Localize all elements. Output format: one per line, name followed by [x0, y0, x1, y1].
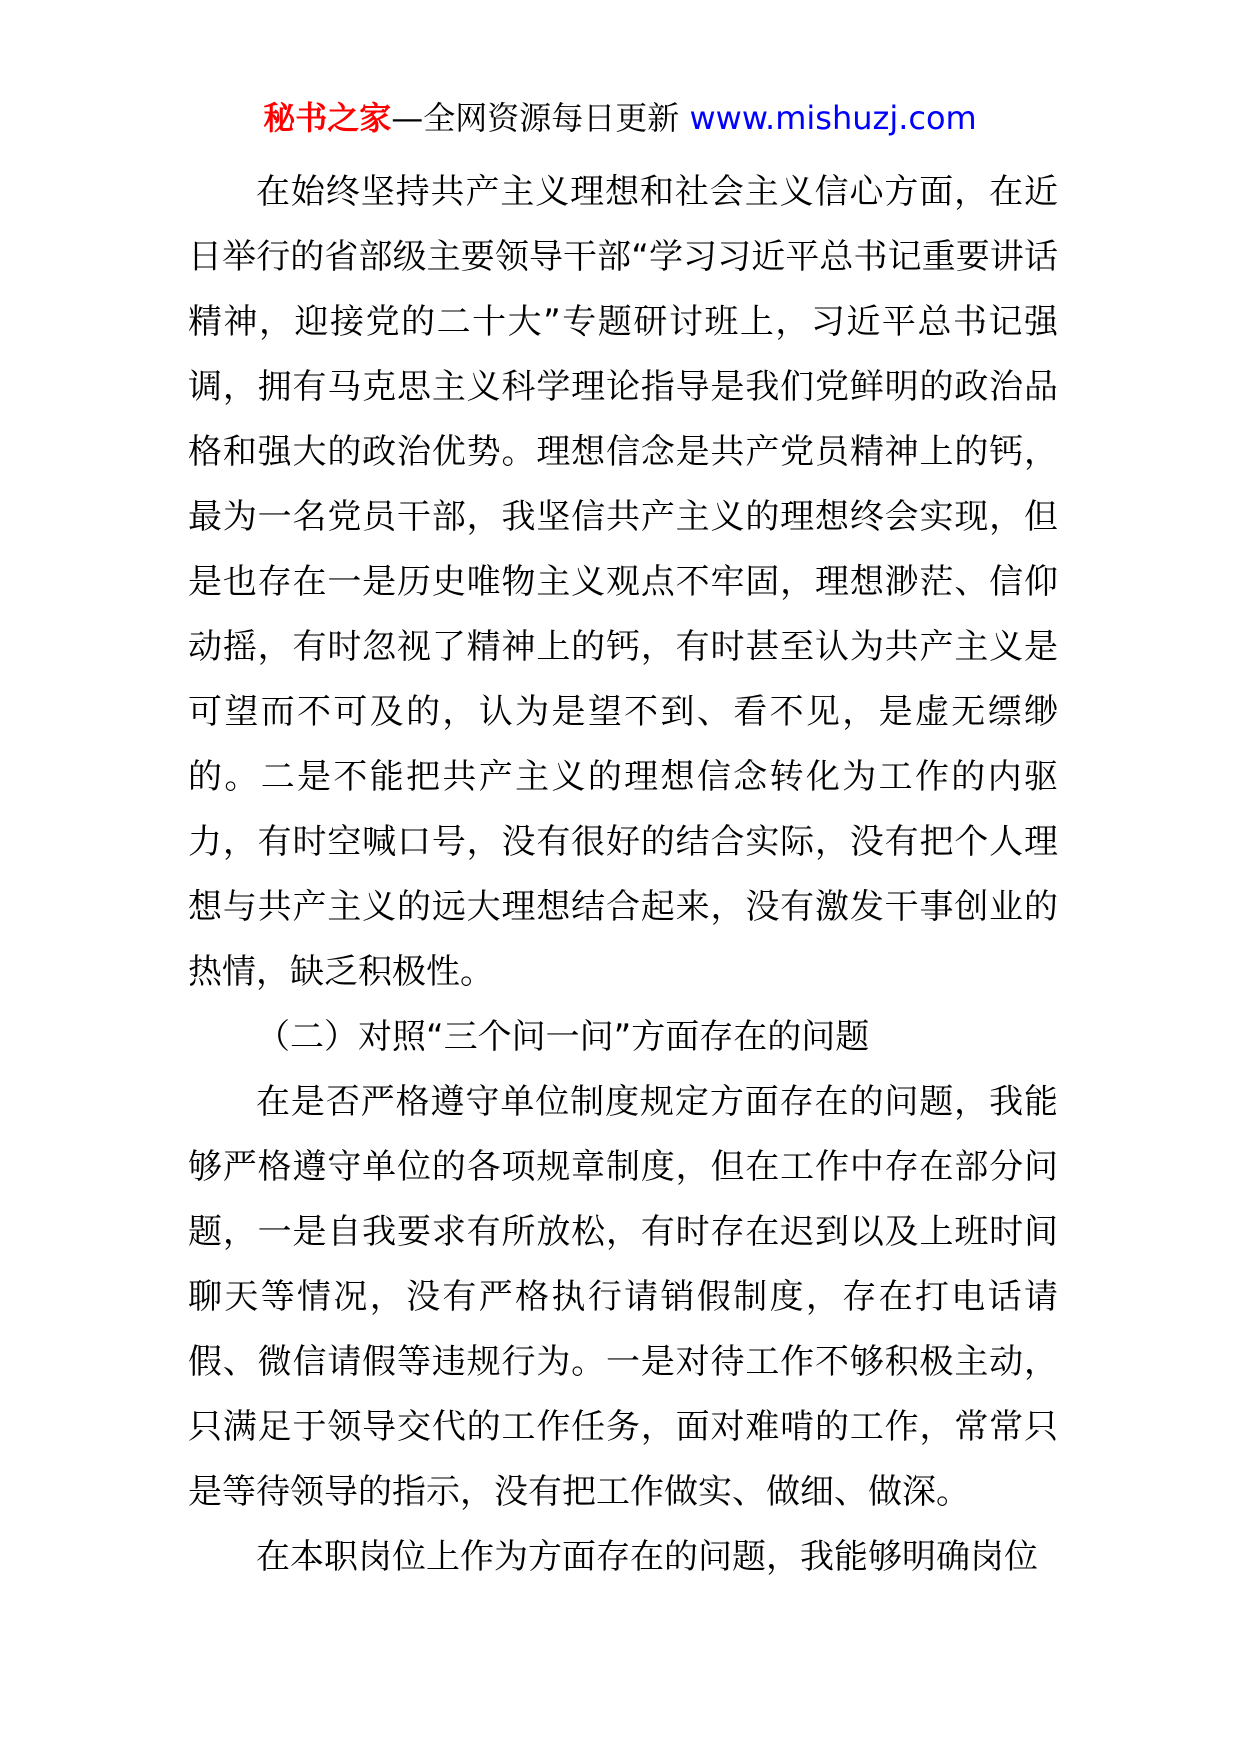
document-body: [188, 160, 1058, 1590]
paragraph-discipline: 在是否严格遵守单位制度规定方面存在的问题，我能够严格遵守单位的各项规章制度，但在工作中存在部分问题，一是自我要求有所放松，有时存在迟到以及上班时间聊天等情况，没有严格执行请销假制度，存在打电话请假、微信请假等违规行为。一是对待工作不够积极主动，只满足于领导交代的工作任务，面对难啃的工作，常常只是等待领导的指示，没有把工作做实、做细、做深。: [188, 1082, 1058, 1512]
site-header: [0, 96, 1240, 140]
section-heading-three-questions: （二）对照“三个问一问”方面存在的问题: [256, 1017, 870, 1057]
site-url-link[interactable]: www.mishuzj.com: [689, 99, 977, 137]
site-tagline: —全网资源每日更新: [391, 99, 680, 137]
paragraph-job-performance: 在本职岗位上作为方面存在的问题，我能够明确岗位: [256, 1537, 1038, 1577]
site-brand: 秘书之家: [263, 99, 392, 137]
paragraph-ideals: 在始终坚持共产主义理想和社会主义信心方面，在近日举行的省部级主要领导干部“学习习近平总书记重要讲话精神，迎接党的二十大”专题研讨班上，习近平总书记强调，拥有马克思主义科学理论指导是我们党鲜明的政治品格和强大的政治优势。理想信念是共产党员精神上的钙，最为一名党员干部，我坚信共产主义的理想终会实现，但是也存在一是历史唯物主义观点不牢固，理想渺茫、信仰动摇，有时忽视了精神上的钙，有时甚至认为共产主义是可望而不可及的，认为是望不到、看不见，是虚无缥缈的。二是不能把共产主义的理想信念转化为工作的内驱力，有时空喊口号，没有很好的结合实际，没有把个人理想与共产主义的远大理想结合起来，没有激发干事创业的热情，缺乏积极性。: [188, 172, 1058, 992]
